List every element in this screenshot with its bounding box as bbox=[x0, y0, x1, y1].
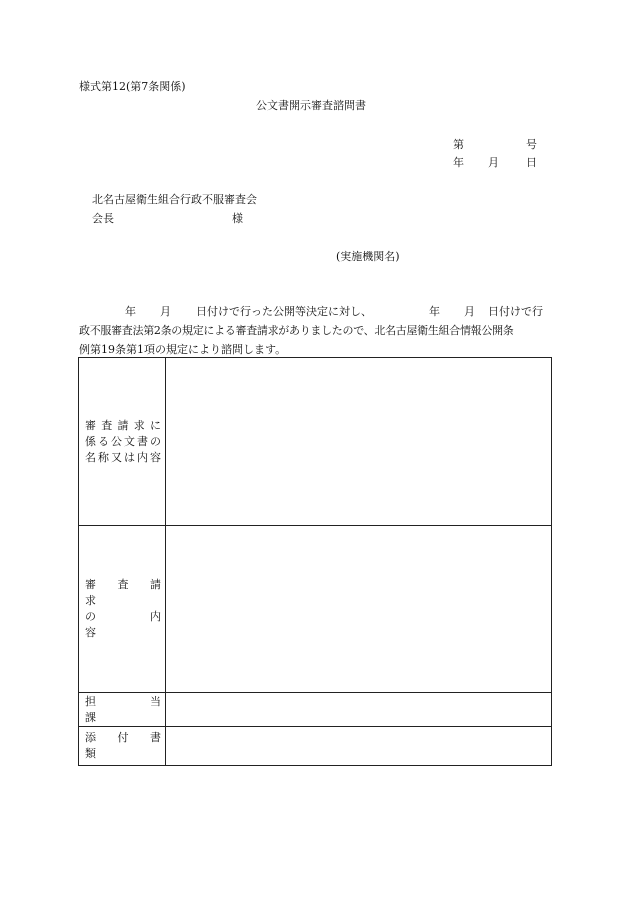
chair-title: 会長 bbox=[92, 212, 114, 225]
addressee: 北名古屋衛生組合行政不服審査会 bbox=[92, 193, 257, 206]
table-row bbox=[79, 358, 552, 526]
agency-name: (実施機関名) bbox=[336, 250, 400, 263]
body-line-2: 政不服審査法第2条の規定による審査請求がありましたので、北名古屋衛生組合情報公開条 bbox=[79, 324, 514, 337]
date-day: 日 bbox=[526, 156, 537, 169]
table-row bbox=[79, 727, 552, 766]
table-row bbox=[79, 693, 552, 727]
body-month-b: 月 bbox=[464, 305, 475, 318]
label-line: 添 付 書 類 bbox=[85, 731, 172, 760]
chair-honorific: 様 bbox=[232, 212, 243, 225]
subject-document-label bbox=[79, 358, 166, 526]
number-prefix: 第 bbox=[453, 138, 464, 151]
number-suffix: 号 bbox=[526, 138, 537, 151]
body-month-a: 月 bbox=[160, 305, 171, 318]
body-text-a: 日付けで行った公開等決定に対し、 bbox=[196, 305, 372, 318]
attachments-field[interactable] bbox=[166, 727, 552, 766]
request-content-label bbox=[79, 526, 183, 693]
label-line: 名称又は内容 bbox=[85, 450, 161, 464]
label-line: 担 当 課 bbox=[85, 694, 183, 724]
subject-document-field[interactable] bbox=[166, 358, 552, 526]
date-month: 月 bbox=[488, 156, 499, 169]
table-row bbox=[79, 526, 552, 693]
attachments-label bbox=[79, 727, 172, 766]
department-label bbox=[79, 693, 183, 727]
request-content-field[interactable] bbox=[166, 526, 552, 693]
body-line-1 bbox=[79, 306, 554, 318]
body-year-a: 年 bbox=[125, 305, 136, 318]
department-field[interactable] bbox=[166, 693, 552, 727]
label-line: 審 査 請 求 bbox=[85, 578, 172, 607]
label-line: 審 査 請 求 に bbox=[85, 418, 161, 432]
request-form-table bbox=[78, 357, 552, 766]
document-title: 公文書開示審査諮問書 bbox=[256, 99, 366, 112]
label-line: 係る公文書の bbox=[85, 434, 161, 448]
form-id: 様式第12(第7条関係) bbox=[79, 80, 186, 93]
body-year-b: 年 bbox=[429, 305, 440, 318]
body-text-b: 日付けで行 bbox=[488, 305, 543, 318]
body-line-3: 例第19条第1項の規定により諮問します。 bbox=[79, 343, 287, 356]
label-line: の 内 容 bbox=[85, 610, 183, 639]
date-year: 年 bbox=[453, 156, 464, 169]
